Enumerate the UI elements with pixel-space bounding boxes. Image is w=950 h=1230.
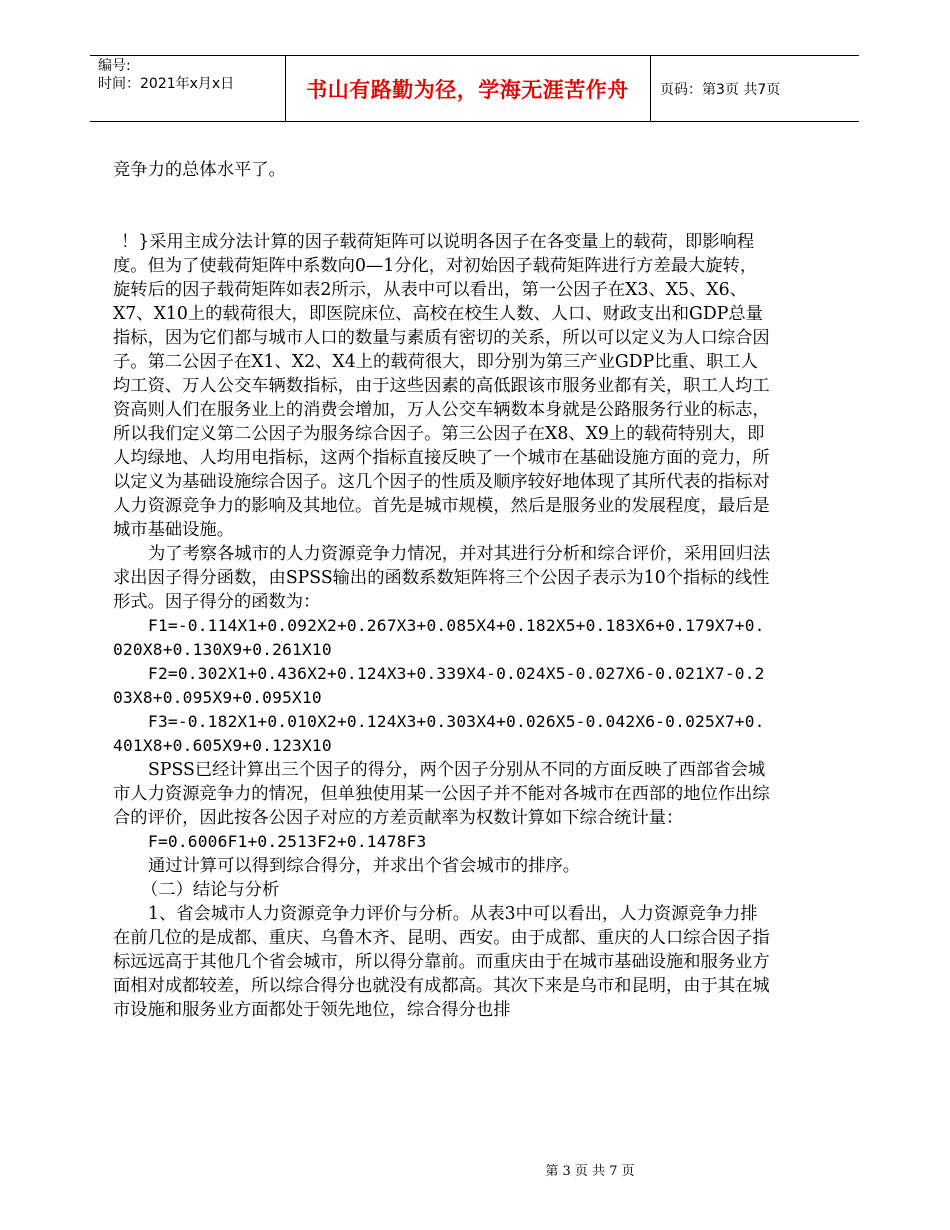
formula-f: F=0.6006F1+0.2513F2+0.1478F3	[148, 832, 427, 851]
paragraph-continued: 竞争力的总体水平了。	[113, 160, 286, 180]
header-meta	[98, 57, 234, 93]
header-bottom-rule	[90, 121, 859, 122]
formula-f3: F3=-0.182X1+0.010X2+0.124X3+0.303X4+0.026X5-0.042X6-0.025X7+0.401X8+0.605X9+0.123X10	[113, 712, 765, 755]
page-footer: 第 3 页 共 7 页	[545, 1164, 635, 1179]
formula-f1: F1=-0.114X1+0.092X2+0.267X3+0.085X4+0.182X5+0.183X6+0.179X7+0.020X8+0.130X9+0.261X10	[113, 616, 765, 659]
paragraph-conclusion: 1、省会城市人力资源竞争力评价与分析。从表3中可以看出，人力资源竞争力排在前几位的是成都、重庆、乌鲁木齐、昆明、西安。由于成都、重庆的人口综合因子指标远远高于其他几个省会城市，所以得分靠前。而重庆由于在城市基础设施和服务业方面相对成都较差，所以综合得分也就没有成都高。其次下来是乌市和昆明，由于其在城市设施和服务业方面都处于领先地位，综合得分也排	[113, 904, 770, 1020]
section-heading: （二）结论与分析	[141, 880, 280, 900]
time-label: 时间：2021年x月x日	[98, 76, 235, 92]
paragraph-factor-loading: ！}采用主成分法计算的因子载荷矩阵可以说明各因子在各变量上的载荷，即影响程度。但为了使载荷矩阵中系数向0—1分化，对初始因子载荷矩阵进行方差最大旋转，旋转后的因子载荷矩阵如表2所示，从表中可以看出，第一公因子在X3、X5、X6、X7、X10上的载荷很大，即医院床位、高校在校生人数、人口、财政支出和GDP总量指标，因为它们都与城市人口的数量与素质有密切的关系，所以可以定义为人口综合因子。第二公因子在X1、X2、X4上的载荷很大，即分别为第三产业GDP比重、职工人均工资、万人公交车辆数指标，由于这些因素的高低跟该市服务业都有关，职工人均工资高则人们在服务业上的消费会增加，万人公交车辆数本身就是公路服务行业的标志，所以我们定义第二公因子为服务综合因子。第三公因子在X8、X9上的载荷特别大，即人均绿地、人均用电指标，这两个指标直接反映了一个城市在基础设施方面的竞力，所以定义为基础设施综合因子。这几个因子的性质及顺序较好地体现了其所代表的指标对人力资源竞争力的影响及其地位。首先是城市规模，然后是服务业的发展程度，最后是城市基础设施。	[113, 232, 770, 540]
header-divider-right	[650, 56, 651, 121]
paragraph-spss: SPSS已经计算出三个因子的得分，两个因子分别从不同的方面反映了西部省会城市人力资源竞争力的情况，但单独使用某一公因子并不能对各城市在西部的地位作出综合的评价，因此按各公因子对应的方差贡献率为权数计算如下综合统计量：	[113, 760, 770, 828]
paragraph-regression: 为了考察各城市的人力资源竞争力情况，并对其进行分析和综合评价，采用回归法求出因子得分函数，由SPSS输出的函数系数矩阵将三个公因子表示为10个指标的线性形式。因子得分的函数为：	[113, 544, 771, 612]
header-motto: 书山有路勤为径，学海无涯苦作舟	[306, 77, 629, 102]
formula-f2: F2=0.302X1+0.436X2+0.124X3+0.339X4-0.024X5-0.027X6-0.021X7-0.203X8+0.095X9+0.095X10	[113, 664, 765, 707]
number-label: 编号:	[98, 58, 131, 74]
intro-fragment	[113, 158, 773, 182]
header-page-info: 页码：第3页 共7页	[660, 81, 781, 98]
paragraph-ranking: 通过计算可以得到综合得分，并求出个省会城市的排序。	[148, 856, 581, 876]
main-text	[113, 230, 773, 1022]
